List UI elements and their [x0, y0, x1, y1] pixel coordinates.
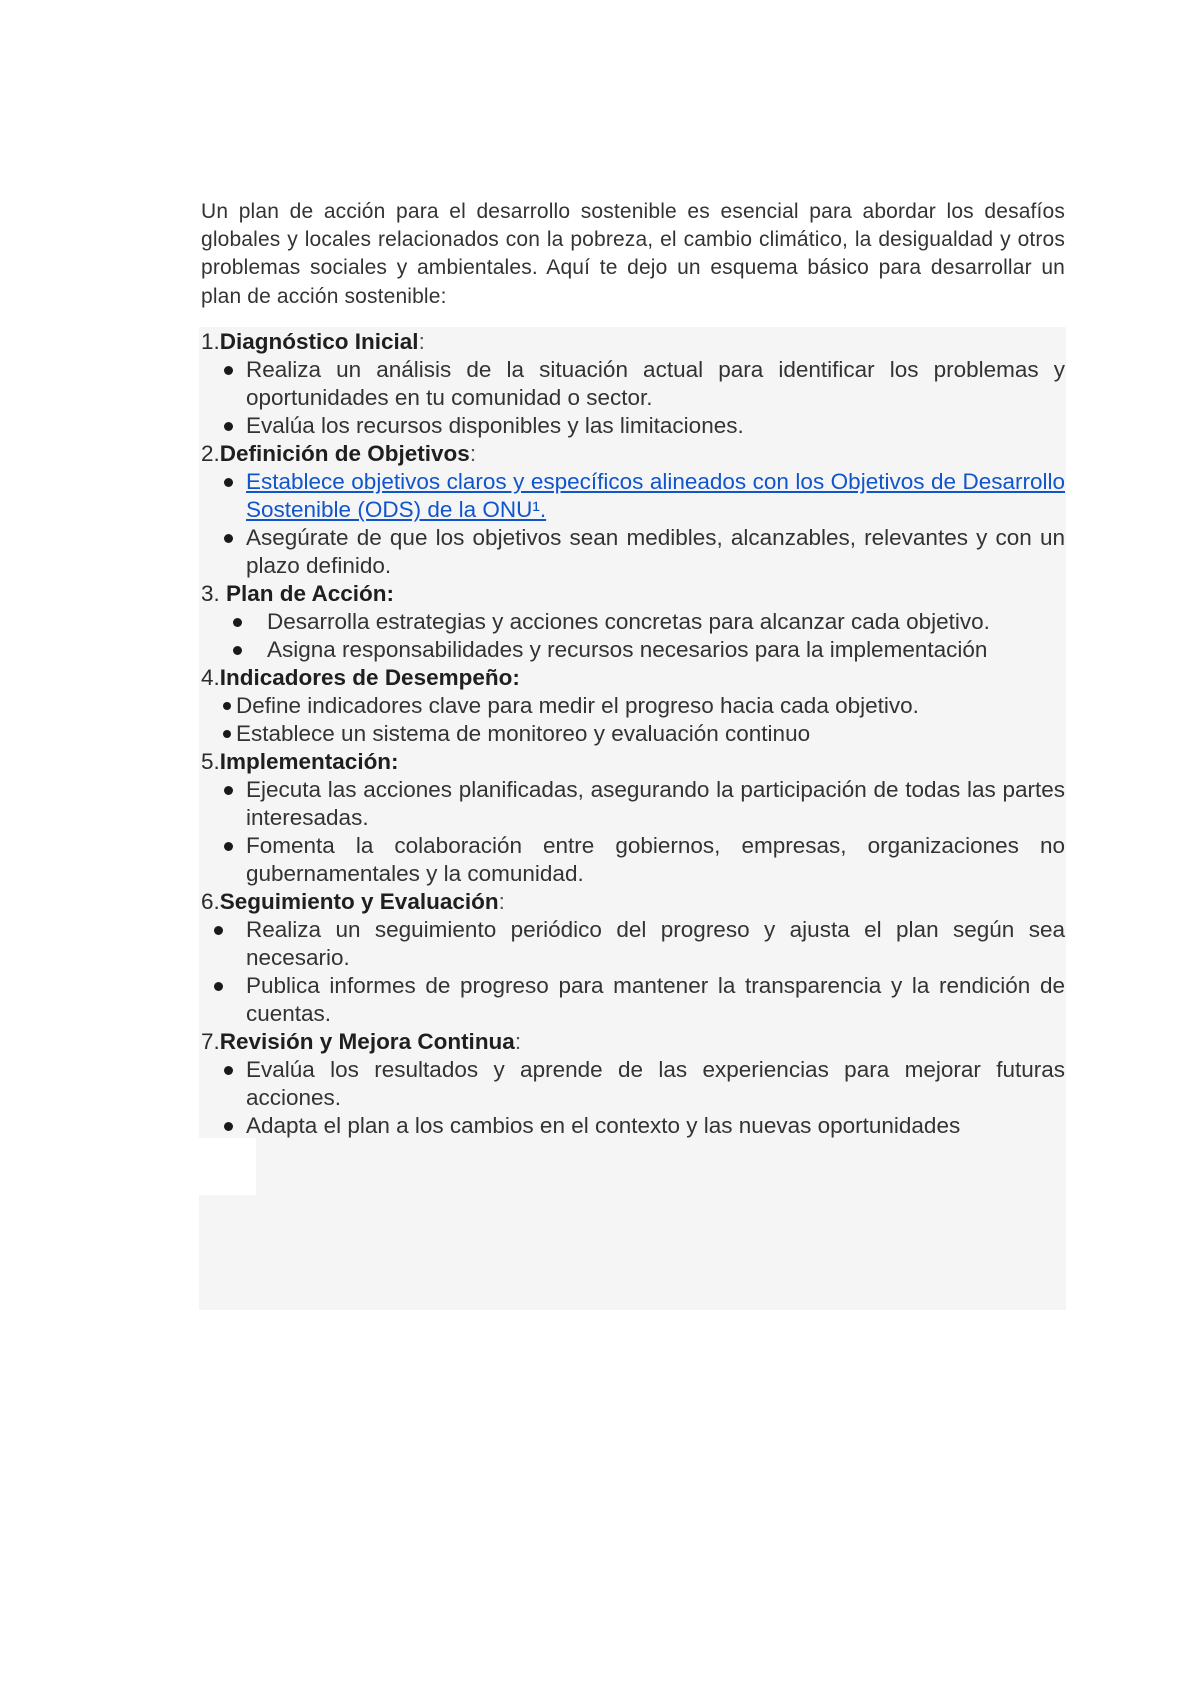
bullet-icon	[224, 786, 233, 795]
bullet-icon	[224, 1122, 233, 1131]
list-item: Ejecuta las acciones planificadas, asegurando la participación de todas las partes interesadas.	[246, 777, 1065, 830]
bullet-icon	[224, 422, 233, 431]
list-item: Asegúrate de que los objetivos sean medibles, alcanzables, relevantes y con un plazo definido.	[246, 525, 1065, 578]
ods-link[interactable]: Establece objetivos claros y específicos alineados con los Objetivos de Desarrollo Sostenible (ODS) de la ONU¹.	[246, 469, 1065, 522]
section-number: 5.	[201, 749, 220, 774]
list-item: Evalúa los resultados y aprende de las experiencias para mejorar futuras acciones.	[246, 1057, 1065, 1110]
list-item: Evalúa los recursos disponibles y las limitaciones.	[246, 413, 744, 438]
bullet-icon	[224, 478, 233, 487]
section-number: 4.	[201, 665, 220, 690]
list-item: Realiza un análisis de la situación actual para identificar los problemas y oportunidades en tu comunidad o sector.	[246, 357, 1065, 410]
section-colon: :	[498, 889, 505, 914]
list-item: Define indicadores clave para medir el progreso hacia cada objetivo.	[236, 693, 919, 718]
section-number: 1.	[201, 329, 220, 354]
list-item: Realiza un seguimiento periódico del progreso y ajusta el plan según sea necesario.	[246, 917, 1065, 970]
bullet-icon	[224, 534, 233, 543]
list-item: Establece un sistema de monitoreo y evaluación continuo	[236, 721, 811, 746]
section-heading-seguimiento	[201, 888, 505, 916]
bullet-icon	[233, 618, 242, 627]
section-heading-implementacion	[201, 748, 399, 776]
section-title: Revisión y Mejora Continua	[219, 1029, 515, 1054]
bullet-icon	[224, 366, 233, 375]
section-heading-indicadores	[201, 664, 520, 692]
bullet-icon	[224, 1066, 233, 1075]
section-title: Implementación:	[219, 749, 399, 774]
list-item-link[interactable]	[246, 468, 1065, 524]
section-number: 3.	[201, 581, 227, 606]
section-number: 6.	[201, 889, 220, 914]
bullet-icon	[224, 842, 233, 851]
section-title: Indicadores de Desempeño:	[219, 665, 520, 690]
list-item: Publica informes de progreso para mantener la transparencia y la rendición de cuentas.	[246, 973, 1065, 1026]
section-colon: :	[418, 329, 425, 354]
list-item: Asigna responsabilidades y recursos necesarios para la implementación	[267, 637, 988, 662]
bullet-icon	[223, 730, 231, 738]
bullet-icon	[223, 702, 231, 710]
section-heading-objetivos	[201, 440, 476, 468]
section-heading-plan	[201, 580, 394, 608]
section-title: Diagnóstico Inicial	[219, 329, 419, 354]
bullet-icon	[214, 982, 223, 991]
bullet-icon	[233, 646, 242, 655]
section-colon: :	[469, 441, 477, 466]
section-heading-diagnostico	[201, 328, 425, 356]
bullet-icon	[214, 926, 223, 935]
section-colon: :	[514, 1029, 522, 1054]
section-number: 2.	[201, 441, 220, 466]
list-item: Fomenta la colaboración entre gobiernos, empresas, organizaciones no gubernamentales y la comunidad.	[246, 833, 1065, 886]
section-title: Seguimiento y Evaluación	[219, 889, 499, 914]
section-heading-revision	[201, 1028, 521, 1056]
section-number: 7.	[201, 1029, 220, 1054]
list-item: Desarrolla estrategias y acciones concretas para alcanzar cada objetivo.	[267, 609, 990, 634]
section-title: Definición de Objetivos	[219, 441, 470, 466]
intro-paragraph: Un plan de acción para el desarrollo sostenible es esencial para abordar los desafíos globales y locales relacionados con la pobreza, el cambio climático, la desigualdad y otros problemas sociales y ambientales. Aquí te dejo un esquema básico para desarrollar un plan de acción sostenible:	[201, 200, 1065, 308]
section-title: Plan de Acción:	[226, 581, 394, 606]
list-item: Adapta el plan a los cambios en el contexto y las nuevas oportunidades	[246, 1113, 961, 1138]
